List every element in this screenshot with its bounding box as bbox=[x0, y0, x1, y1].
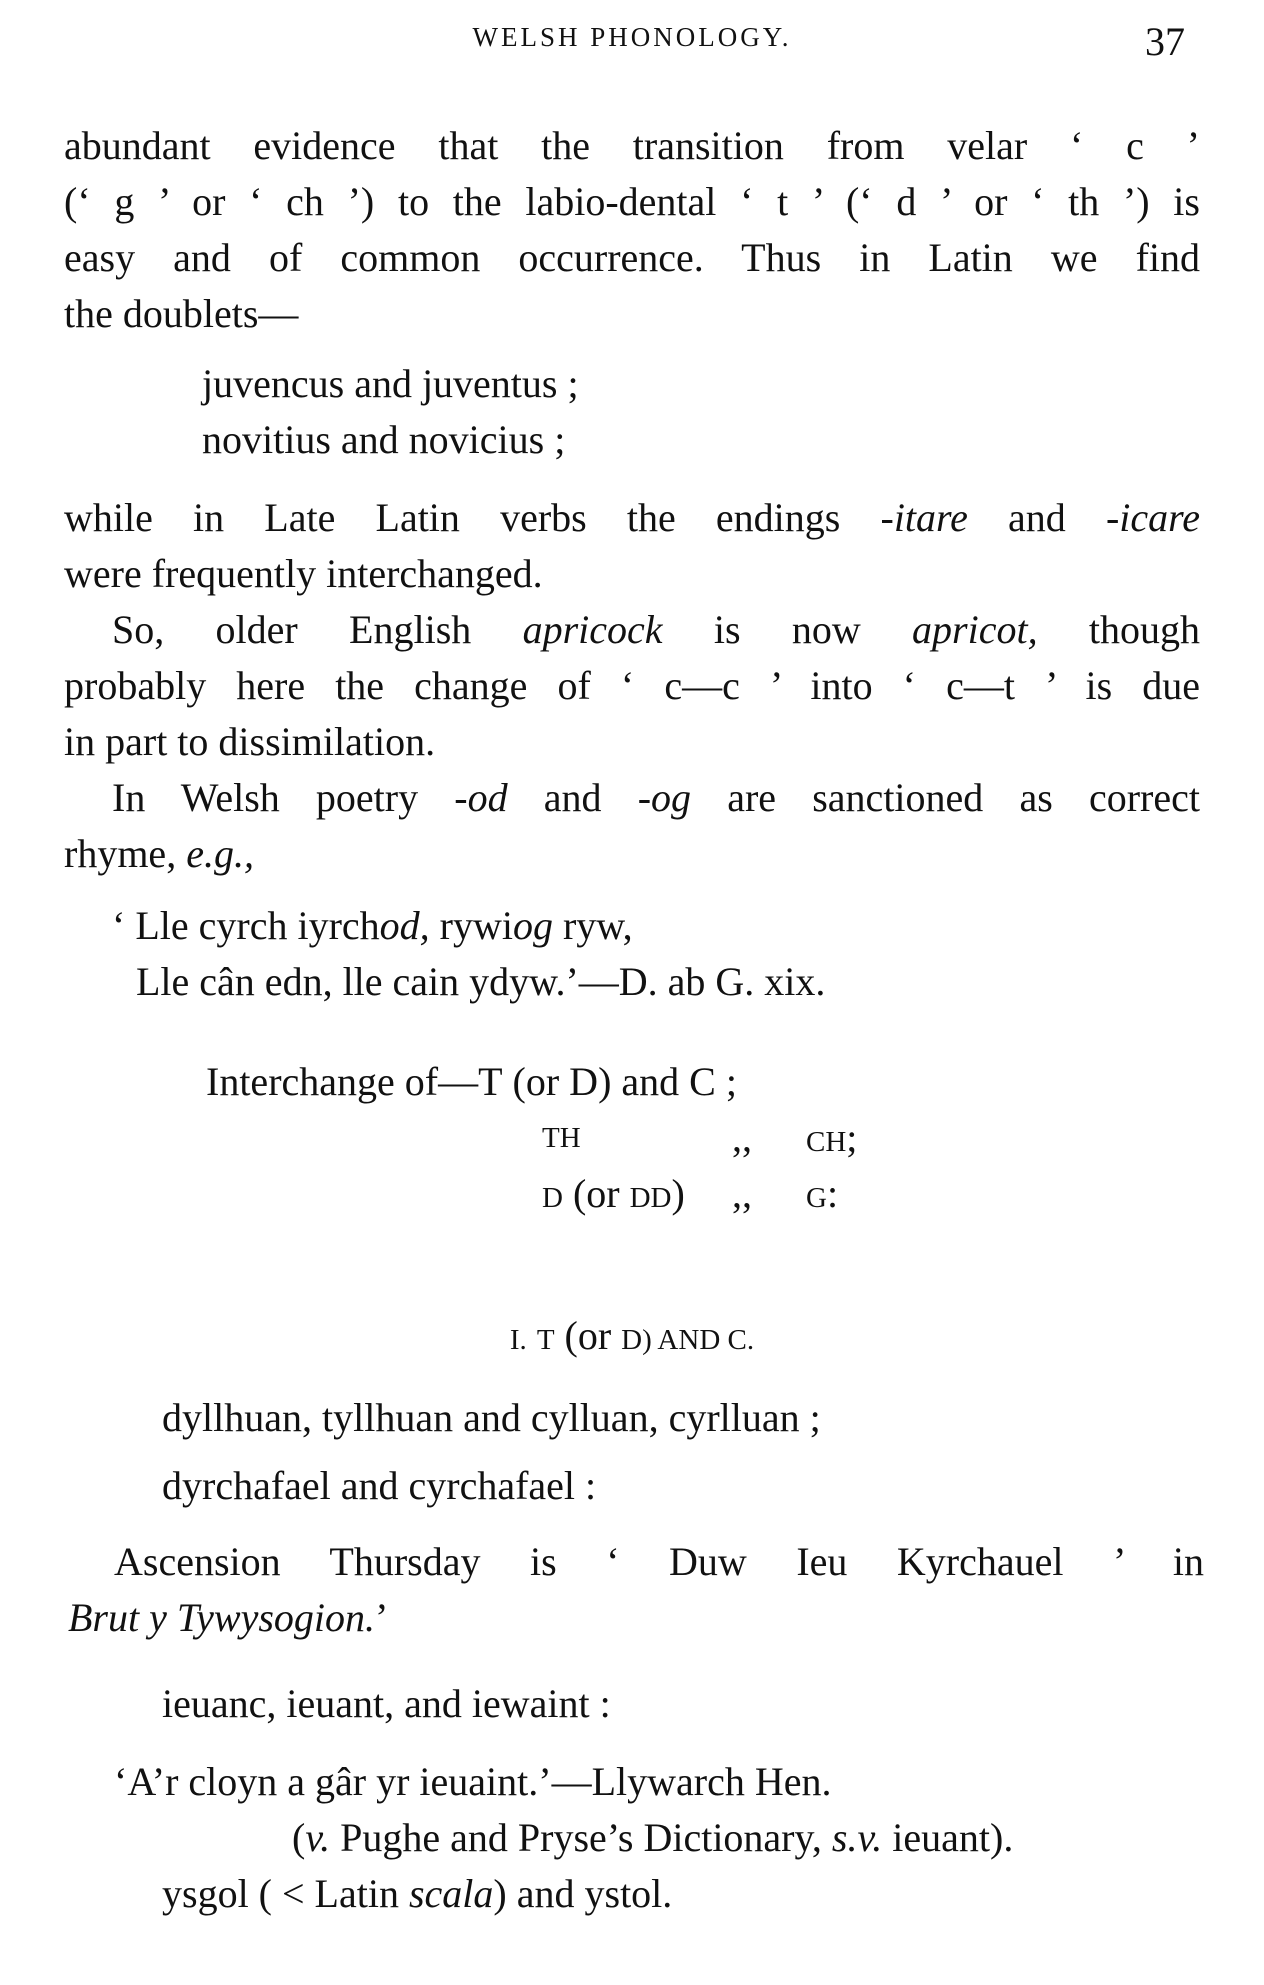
running-title: WELSH PHONOLOGY. bbox=[472, 22, 792, 52]
dictionary-reference: (v. Pughe and Pryse’s Dictionary, s.v. ieuant). bbox=[292, 1815, 1014, 1860]
para3-line3: in part to dissimilation. bbox=[64, 719, 436, 764]
interchange-row2-ditto: ,, bbox=[732, 1115, 752, 1160]
doublet-2: novitius and novicius ; bbox=[202, 417, 566, 462]
llywarch-quote: ‘A’r cloyn a gâr yr ieuaint.’—Llywarch Hen. bbox=[114, 1759, 832, 1804]
doublet-1: juvencus and juventus ; bbox=[202, 361, 579, 406]
para1-line3: easy and of common occurrence. Thus in Latin we find bbox=[64, 235, 1200, 280]
interchange-row3-c: G: bbox=[806, 1171, 839, 1216]
interchange-row3-ditto: ,, bbox=[732, 1171, 752, 1216]
example-ieuanc: ieuanc, ieuant, and iewaint : bbox=[162, 1681, 611, 1726]
interchange-row1: Interchange of—T (or D) and C ; bbox=[206, 1059, 737, 1104]
example-dyrchafael: dyrchafael and cyrchafael : bbox=[162, 1463, 597, 1508]
para2-line2: were frequently interchanged. bbox=[64, 551, 543, 596]
example-dyllhuan: dyllhuan, tyllhuan and cylluan, cyrlluan ; bbox=[162, 1395, 821, 1440]
para1-line2: (‘ g ’ or ‘ ch ’) to the labio-dental ‘ t ’ (‘ d ’ or ‘ th ’) is bbox=[64, 179, 1200, 224]
page-number: 37 bbox=[1145, 19, 1185, 64]
section-heading: I. T (or D) AND C. bbox=[509, 1313, 755, 1358]
para4-line2: rhyme, e.g., bbox=[64, 831, 254, 876]
para3-line1: So, older English apricock is now apricot, though bbox=[112, 607, 1200, 652]
interchange-row2-a: TH bbox=[542, 1122, 581, 1154]
verse-line1: ‘ Lle cyrch iyrchod, rywiog ryw, bbox=[112, 903, 633, 948]
ascension-line1: Ascension Thursday is ‘ Duw Ieu Kyrchauel ’ in bbox=[114, 1539, 1204, 1584]
para3-line2: probably here the change of ‘ c—c ’ into ‘ c—t ’ is due bbox=[64, 663, 1200, 708]
ascension-line2: Brut y Tywysogion.’ bbox=[68, 1595, 389, 1640]
para1-line1: abundant evidence that the transition from velar ‘ c ’ bbox=[64, 123, 1200, 168]
interchange-row2-c: CH; bbox=[806, 1115, 858, 1160]
para4-line1: In Welsh poetry -od and -og are sanctioned as correct bbox=[112, 775, 1200, 820]
example-ysgol: ysgol ( < Latin scala) and ystol. bbox=[162, 1871, 673, 1916]
para1-line4: the doublets— bbox=[64, 291, 299, 336]
interchange-row3-a: D (or DD) bbox=[542, 1171, 685, 1216]
verse-line2: Lle cân edn, lle cain ydyw.’—D. ab G. xix. bbox=[136, 959, 826, 1004]
para2-line1: while in Late Latin verbs the endings -itare and -icare bbox=[64, 495, 1200, 540]
